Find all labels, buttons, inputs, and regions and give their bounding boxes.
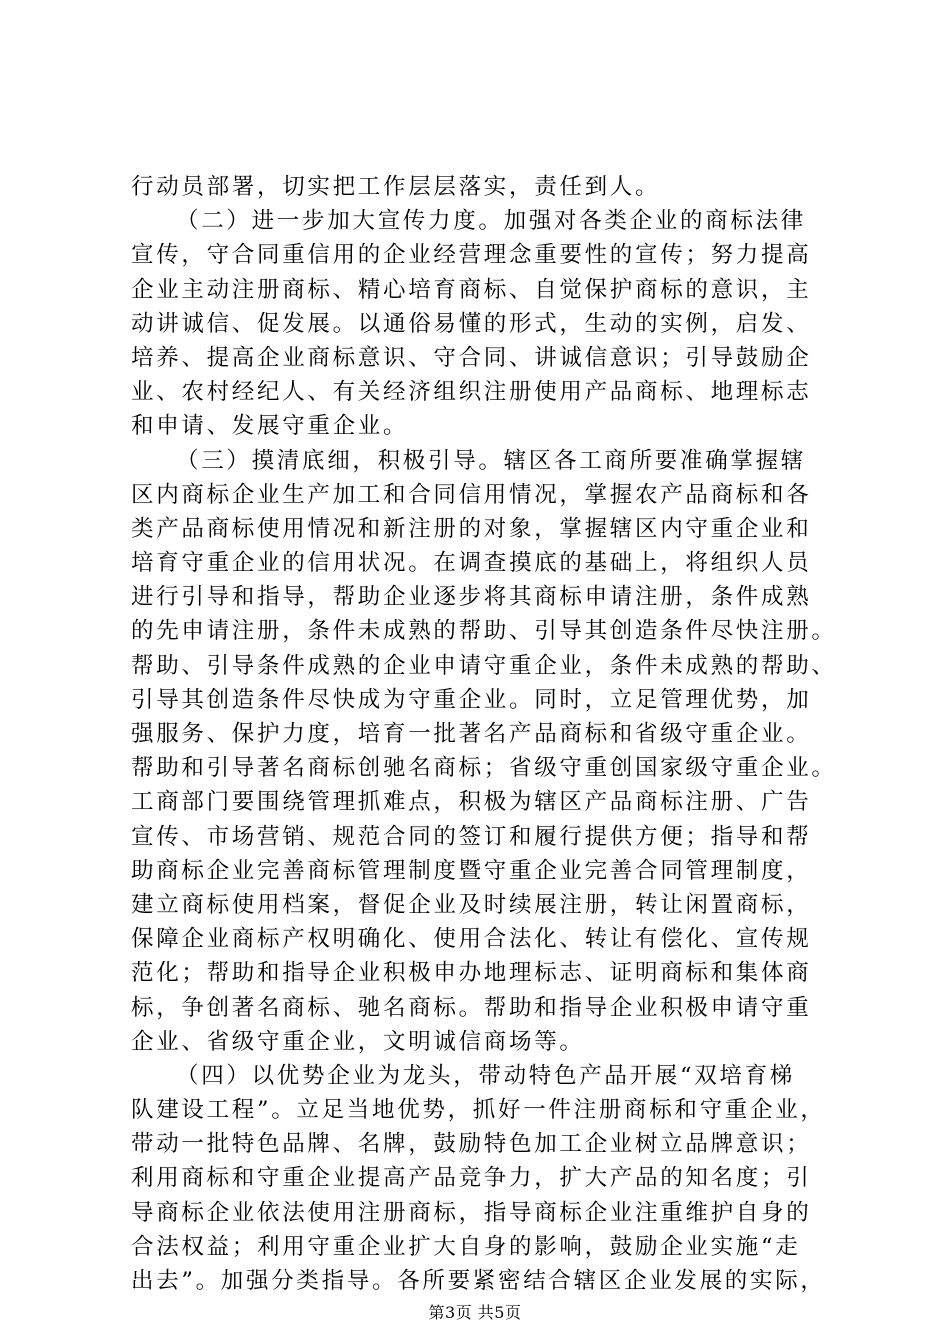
- text-line: 培养、提高企业商标意识、守合同、讲诚信意识；引导鼓励企: [131, 344, 812, 371]
- text-line: （三）摸清底细，积极引导。辖区各工商所要准确掌握辖: [176, 447, 807, 474]
- text-line: 企业、省级守重企业，文明诚信商场等。: [131, 1028, 585, 1055]
- text-line: 出去”。加强分类指导。各所要紧密结合辖区企业发展的实际，: [131, 1268, 826, 1294]
- text-line: 培育守重企业的信用状况。在调查摸底的基础上，将组织人员: [131, 550, 812, 577]
- text-line: 建立商标使用档案，督促企业及时续展注册，转让闲置商标，: [131, 891, 812, 918]
- text-line: 引导其创造条件尽快成为守重企业。同时，立足管理优势，加: [131, 686, 812, 713]
- text-line: 保障企业商标产权明确化、使用合法化、转让有偿化、宣传规: [131, 926, 812, 953]
- text-line: （四）以优势企业为龙头，带动特色产品开展“双培育梯: [176, 1062, 796, 1089]
- text-line: 区内商标企业生产加工和合同信用情况，掌握农产品商标和各: [131, 481, 812, 508]
- page-number-footer: 第3页 共5页: [428, 1303, 522, 1322]
- text-line: 宣传、市场营销、规范合同的签订和履行提供方便；指导和帮: [131, 823, 812, 850]
- text-line: 队建设工程”。立足当地优势，抓好一件注册商标和守重企业，: [131, 1097, 826, 1124]
- text-line: 动讲诚信、促发展。以通俗易懂的形式，生动的实例，启发、: [131, 310, 812, 337]
- text-line: 带动一批特色品牌、名牌，鼓励特色加工企业树立品牌意识；: [131, 1131, 812, 1158]
- text-line: 导商标企业依法使用注册商标，指导商标企业注重维护自身的: [131, 1199, 812, 1226]
- text-line: 行动员部署，切实把工作层层落实，责任到人。: [131, 174, 661, 200]
- text-line: 帮助和引导著名商标创驰名商标；省级守重创国家级守重企业。: [131, 755, 837, 782]
- text-line: 企业主动注册商标、精心培育商标、自觉保护商标的意识，主: [131, 276, 812, 303]
- text-line: 的先申请注册，条件未成熟的帮助、引导其创造条件尽快注册。: [131, 618, 837, 645]
- text-line: 进行引导和指导，帮助企业逐步将其商标申请注册，条件成熟: [131, 584, 812, 611]
- text-line: 范化；帮助和指导企业积极申办地理标志、证明商标和集体商: [131, 960, 812, 987]
- text-line: 帮助、引导条件成熟的企业申请守重企业，条件未成熟的帮助、: [131, 652, 837, 679]
- text-line: 强服务、保护力度，培育一批著名产品商标和省级守重企业。: [131, 721, 812, 747]
- text-line: 业、农村经纪人、有关经济组织注册使用产品商标、地理标志: [131, 379, 812, 406]
- text-line: 助商标企业完善商标管理制度暨守重企业完善合同管理制度，: [131, 857, 812, 884]
- text-line: 类产品商标使用情况和新注册的对象，掌握辖区内守重企业和: [131, 515, 812, 542]
- text-line: 标，争创著名商标、驰名商标。帮助和指导企业积极申请守重: [131, 994, 812, 1021]
- text-line: 合法权益；利用守重企业扩大自身的影响，鼓励企业实施“走: [131, 1233, 801, 1260]
- body-text: [131, 170, 837, 1298]
- text-line: 利用商标和守重企业提高产品竞争力，扩大产品的知名度；引: [131, 1165, 812, 1192]
- text-line: 和申请、发展守重企业。: [131, 413, 409, 440]
- text-line: 宣传，守合同重信用的企业经营理念重要性的宣传；努力提高: [131, 242, 812, 269]
- text-line: 工商部门要围绕管理抓难点，积极为辖区产品商标注册、广告: [131, 789, 812, 816]
- text-line: （二）进一步加大宣传力度。加强对各类企业的商标法律: [176, 208, 807, 235]
